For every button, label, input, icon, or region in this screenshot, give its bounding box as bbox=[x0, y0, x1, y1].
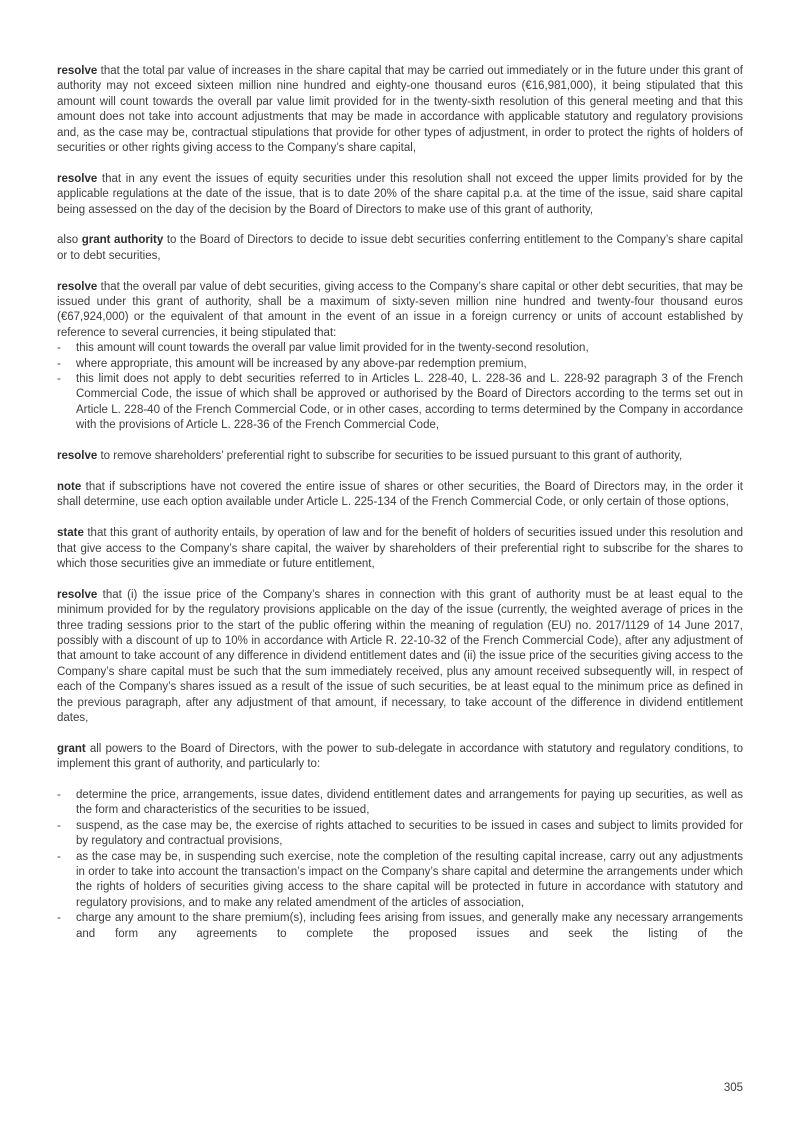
paragraph-text: that if subscriptions have not covered the entire issue of shares or other securities, the Board of Directors may, in the order it shall determine, use each option available under Article L. 225-134 of the French Commercial Code, or only certain of those options, bbox=[57, 480, 743, 509]
paragraph-note-subscriptions bbox=[57, 480, 743, 511]
paragraph-resolve-equity-limits bbox=[57, 172, 743, 218]
list-item-text: determine the price, arrangements, issue dates, dividend entitlement dates and arrangements for paying up securities, as well as the form and characteristics of the securities to be issued, bbox=[76, 788, 743, 817]
paragraph-state-waiver bbox=[57, 526, 743, 572]
paragraph-lead: resolve bbox=[57, 172, 98, 185]
page-number: 305 bbox=[723, 1082, 743, 1094]
paragraph-lead: note bbox=[57, 480, 82, 493]
list-item bbox=[57, 819, 743, 850]
paragraph-grant-authority-debt bbox=[57, 233, 743, 264]
dash-marker: - bbox=[57, 788, 61, 801]
paragraph-text: that the total par value of increases in the share capital that may be carried out immediately or in the future under this grant of authority may not exceed sixteen million nine hundred and eighty-one thousand euros (€16,981,000), it being stipulated that this amount will count towards the overall par value limit provided for in the twenty-sixth resolution of this general meeting and that this amount does not take into account adjustments that may be made in accordance with applicable statutory and regulatory provisions and, as the case may be, contractual stipulations that provide for other types of adjustment, in order to protect the rights of holders of securities or other rights giving access to the Company’s share capital, bbox=[57, 65, 743, 155]
dash-marker: - bbox=[57, 357, 61, 370]
dash-marker: - bbox=[57, 373, 61, 386]
dash-marker: - bbox=[57, 912, 61, 925]
list-item bbox=[57, 850, 743, 912]
dash-marker: - bbox=[57, 342, 61, 355]
paragraph-lead: state bbox=[57, 527, 84, 540]
dash-marker: - bbox=[57, 819, 61, 832]
paragraph-lead: resolve bbox=[57, 450, 98, 463]
dash-list-powers bbox=[57, 788, 743, 942]
paragraph-lead: resolve bbox=[57, 280, 98, 293]
paragraph-lead: grant authority bbox=[81, 234, 164, 247]
list-item-text: charge any amount to the share premium(s), including fees arising from issues, and generally make any necessary arrangements and form any agreements to complete the proposed issues and seek the listing of the bbox=[76, 912, 743, 940]
list-item-text: this limit does not apply to debt securities referred to in Articles L. 228-40, L. 228-36 and L. 228-92 paragraph 3 of the French Commercial Code, the issue of which shall be approved or authorised by the Board of Directors according to the terms set out in Article L. 228-40 of the French Commercial Code, or in other cases, according to terms determined by the Company in accordance with the provisions of Article L. 228-36 of the French Commercial Code, bbox=[76, 373, 743, 432]
list-item bbox=[57, 911, 743, 942]
list-item bbox=[57, 372, 743, 434]
paragraph-text: to remove shareholders’ preferential right to subscribe for securities to be issued pursuant to this grant of authority, bbox=[97, 450, 683, 463]
document-body bbox=[57, 64, 743, 942]
paragraph-grant-all-powers bbox=[57, 742, 743, 773]
paragraph-text: that in any event the issues of equity securities under this resolution shall not exceed the upper limits provided for by the applicable regulations at the date of the issue, that is to date 20% of the share capital p.a. at the time of the issue, said share capital being assessed on the day of the decision by the Board of Directors to make use of this grant of authority, bbox=[57, 172, 743, 216]
dash-list-stipulations bbox=[57, 341, 743, 433]
paragraph-text: to the Board of Directors to decide to issue debt securities conferring entitlement to the Company’s share capital or to debt securities, bbox=[57, 234, 743, 262]
paragraph-text: that this grant of authority entails, by operation of law and for the benefit of holders of securities issued under this resolution and that give access to the Company’s share capital, the waiver by shareholders of their preferential right to subscribe for the shares to which those securities give an immediate or future entitlement, bbox=[57, 527, 743, 570]
paragraph-text: that (i) the issue price of the Company’s shares in connection with this grant of authority must be at least equal to the minimum provided for by the regulatory provisions applicable on the day of the issue (currently, the weighted average of prices in the three trading sessions prior to the start of the public offering within the meaning of regulation (EU) no. 2017/1129 of 14 June 2017, possibly with a discount of up to 10% in accordance with Article R. 22-10-32 of the French Commercial Code), after any adjustment of that amount to take account of any difference in dividend entitlement dates and (ii) the issue price of the securities giving access to the Company’s share capital must be such that the sum immediately received, plus any amount received subsequently will, in respect of each of the Company’s shares issued as a result of the issue of such securities, be at least equal to the minimum price as defined in the previous paragraph, after any adjustment of that amount, if necessary, to take account of the difference in dividend entitlement dates, bbox=[57, 588, 743, 724]
paragraph-resolve-debt-value bbox=[57, 280, 743, 342]
list-item-text: suspend, as the case may be, the exercise of rights attached to securities to be issued in cases and subject to limits provided for by regulatory and contractual provisions, bbox=[76, 819, 743, 848]
paragraph-resolve-capital-limit bbox=[57, 64, 743, 156]
list-item-text: where appropriate, this amount will be increased by any above-par redemption premium, bbox=[76, 357, 527, 370]
dash-marker: - bbox=[57, 850, 61, 863]
paragraph-text: that the overall par value of debt securities, giving access to the Company’s share capital or other debt securities, that may be issued under this grant of authority, shall be a maximum of sixty-seven million nine hundred and twenty-four thousand euros (€67,924,000) or the equivalent of that amount in the event of an issue in a foreign currency or units of account established by reference to several currencies, it being stipulated that: bbox=[57, 280, 743, 339]
list-item bbox=[57, 341, 743, 356]
paragraph-pre: also bbox=[57, 234, 82, 247]
list-item-text: as the case may be, in suspending such exercise, note the completion of the resulting capital increase, carry out any adjustments in order to take into account the transaction’s impact on the Company’s share capital and determine the arrangements under which the rights of holders of securities giving access to the share capital will be protected in future in accordance with statutory and regulatory provisions, and to make any related amendment of the articles of association, bbox=[76, 850, 743, 909]
paragraph-lead: resolve bbox=[57, 65, 98, 77]
paragraph-resolve-issue-price bbox=[57, 588, 743, 727]
paragraph-lead: resolve bbox=[57, 588, 98, 601]
list-item-text: this amount will count towards the overall par value limit provided for in the twenty-second resolution, bbox=[76, 342, 589, 355]
paragraph-text: all powers to the Board of Directors, with the power to sub-delegate in accordance with statutory and regulatory conditions, to implement this grant of authority, and particularly to: bbox=[57, 742, 743, 771]
list-item bbox=[57, 788, 743, 819]
list-item bbox=[57, 357, 743, 372]
paragraph-resolve-remove-preferential-right bbox=[57, 449, 743, 464]
paragraph-lead: grant bbox=[57, 742, 86, 755]
